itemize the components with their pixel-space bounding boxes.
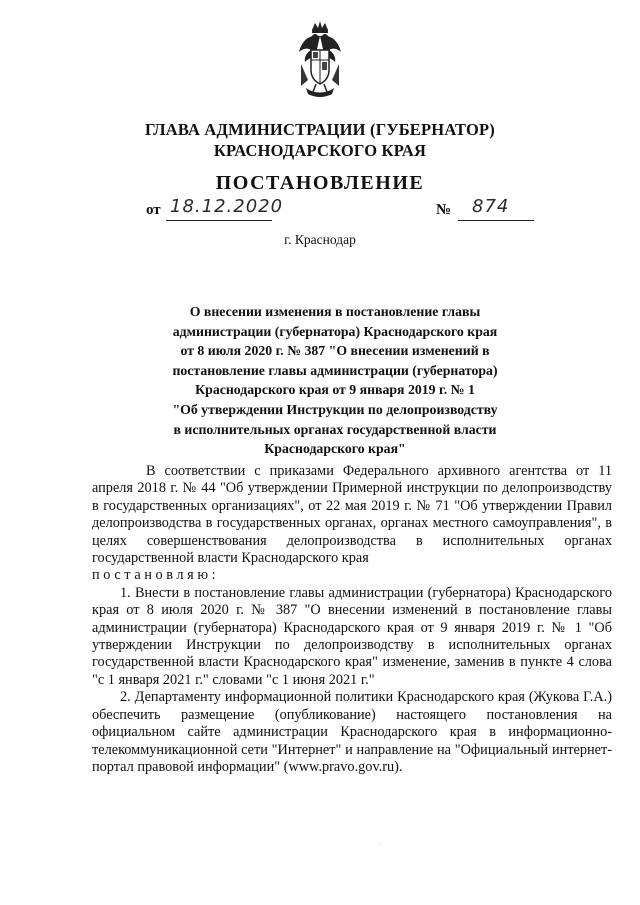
date-label: от <box>146 202 161 218</box>
document-body <box>92 463 612 776</box>
number-label: № <box>436 202 452 218</box>
subject-line: О внесении изменения в постановление главы <box>189 304 481 319</box>
authority-line: ГЛАВА АДМИНИСТРАЦИИ (ГУБЕРНАТОР) <box>145 120 495 139</box>
issuing-authority <box>0 119 640 161</box>
number-handwritten-value: 874 <box>472 196 510 217</box>
date-handwritten-value: 18.12.2020 <box>170 196 284 217</box>
page-mark: · <box>378 840 381 849</box>
authority-region-line: КРАСНОДАРСКОГО КРАЯ <box>213 141 427 160</box>
number-field <box>458 198 534 221</box>
resolve-text: постановляю: <box>92 567 220 584</box>
subject-line: Краснодарского края от 9 января 2019 г. № 1 <box>195 382 475 398</box>
date-field <box>166 196 284 221</box>
resolve-word <box>92 567 612 584</box>
document-type-title: ПОСТАНОВЛЕНИЕ <box>215 172 425 194</box>
subject-line: Краснодарского края" <box>264 441 406 457</box>
clause-1: 1. Внести в постановление главы администрации (губернатора) Краснодарского края от 8 июля 2020 г. № 387 "О внесении изменений в постановление главы администрации (губернатора) Краснодарского края от 9 января 2019 г. № 1 "Об утверждении Инструкции по делопроизводству в исполнительных органах государственной власти Краснодарского края" изменение, заменив в пункте 4 слова "с 1 января 2021 г." словами "с 1 июня 2021 г." <box>92 584 612 688</box>
subject-line: от 8 июля 2020 г. № 387 "О внесении изменений в <box>180 343 490 359</box>
subject-line: администрации (губернатора) Краснодарского края <box>172 323 498 339</box>
document-subject <box>150 302 520 459</box>
clause-2: 2. Департаменту информационной политики Краснодарского края (Жукова Г.А.) обеспечить размещение (опубликование) настоящего постановления на официальном сайте администрации Краснодарского края в информационно-телекоммуникационной сети "Интернет" и направление на "Официальный интернет-портал правовой информации" (www.pravo.gov.ru). <box>92 689 612 775</box>
preamble-paragraph: В соответствии с приказами Федерального архивного агентства от 11 апреля 2018 г. № 44 "Об утверждении Примерной инструкции по делопроизводству в государственных организациях", от 22 мая 2019 г. № 71 "Об утверждении Правил делопроизводства в государственных органах, органах местного самоуправления", в целях совершенствования делопроизводства в исполнительных органах государственной власти Краснодарского края <box>92 463 612 567</box>
subject-line: постановление главы администрации (губернатора) <box>172 362 498 378</box>
subject-line: "Об утверждении Инструкции по делопроизводству <box>172 401 498 417</box>
subject-line: в исполнительных органах государственной власти <box>173 421 497 437</box>
coat-of-arms-icon <box>296 20 344 100</box>
place-of-issue: г. Краснодар <box>284 232 356 247</box>
